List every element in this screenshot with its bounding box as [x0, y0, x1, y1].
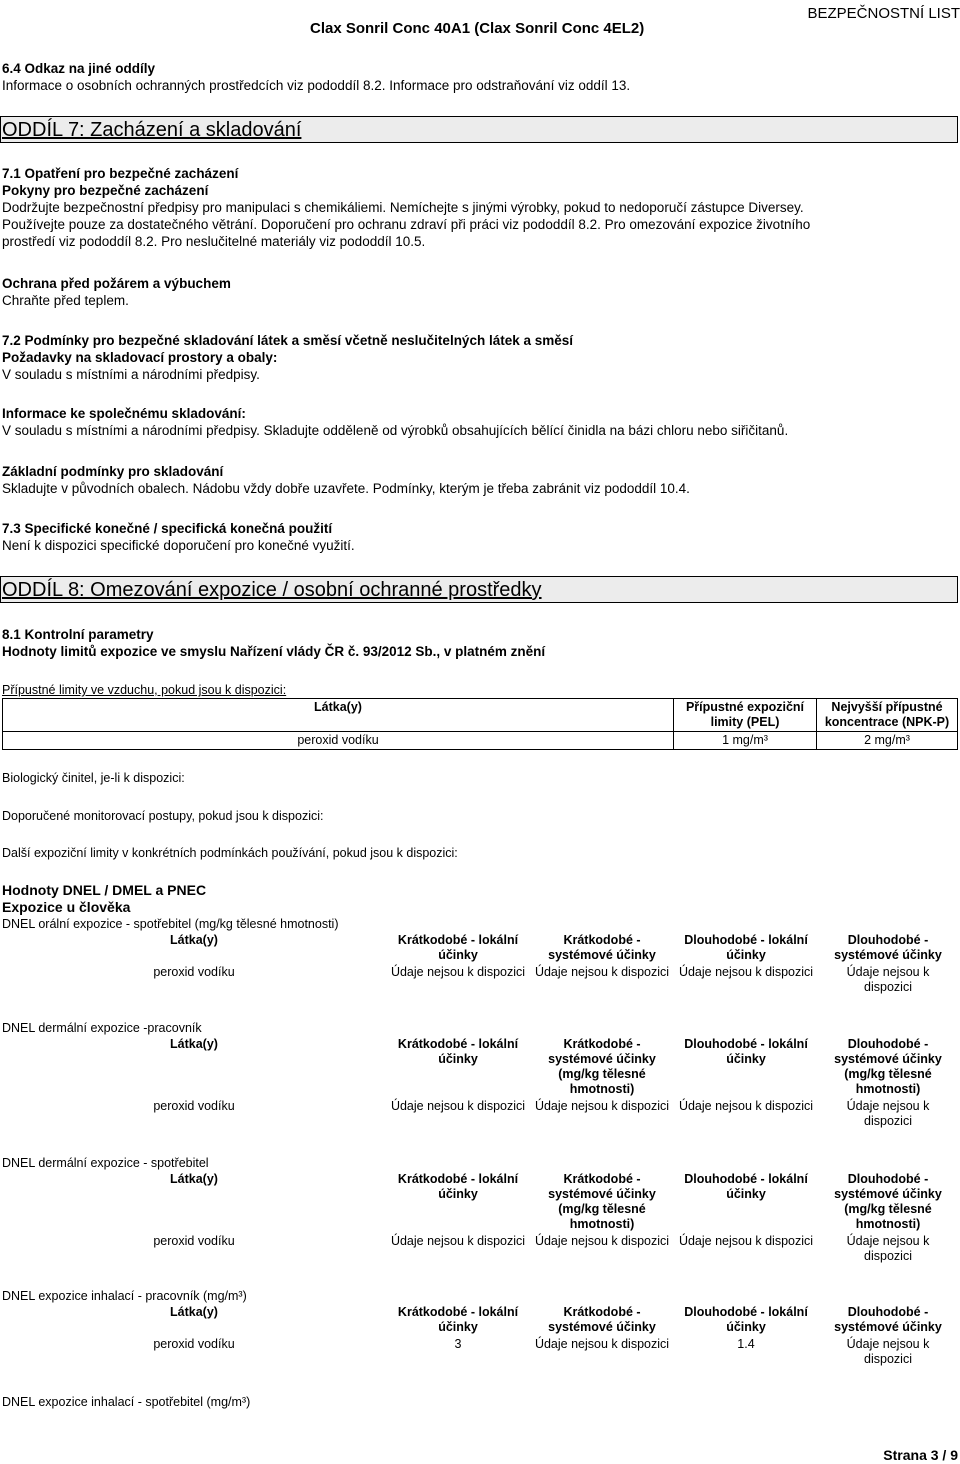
header-short-systemic: Krátkodobé - systémové účinky (mg/kg tělesné hmotnosti): [548, 1172, 656, 1231]
cell-short-systemic: Údaje nejsou k dispozici: [534, 1337, 670, 1351]
cell-short-local: Údaje nejsou k dispozici: [390, 965, 526, 979]
header-substance: Látka(y): [170, 1037, 218, 1051]
cell-long-local: Údaje nejsou k dispozici: [678, 1234, 814, 1248]
dnel-inhalation-worker-caption: DNEL expozice inhalací - pracovník (mg/m³): [2, 1289, 247, 1303]
cell-short-local: Údaje nejsou k dispozici: [390, 1234, 526, 1248]
section-7-3-text: Není k dispozici specifické doporučení pro konečné využití.: [2, 538, 355, 553]
pel-cell-npk: 2 mg/m³: [817, 732, 958, 750]
fire-text: Chraňte před teplem.: [2, 293, 129, 308]
section-6-4: [2, 60, 958, 94]
human-exposure-title: Expozice u člověka: [2, 899, 131, 915]
header-long-systemic: Dlouhodobé - systémové účinky (mg/kg tělesné hmotnosti): [834, 1037, 942, 1096]
handling-subtitle: Pokyny pro bezpečné zacházení: [2, 183, 209, 198]
header-short-systemic: Krátkodobé - systémové účinky (mg/kg tělesné hmotnosti): [548, 1037, 656, 1096]
section-7-2-title: 7.2 Podmínky pro bezpečné skladování látek a směsí včetně neslučitelných látek a směsí: [2, 333, 574, 348]
header-long-systemic: Dlouhodobé - systémové účinky: [834, 933, 942, 962]
pel-table: [2, 698, 958, 750]
cell-short-systemic: Údaje nejsou k dispozici: [534, 1234, 670, 1248]
pel-cell-substance: peroxid vodíku: [3, 732, 674, 750]
limits-legislation: [2, 643, 958, 660]
dnel-inhalation-worker-table: [2, 1304, 958, 1368]
dnel-dermal-worker-table: [2, 1036, 958, 1130]
dnel-inhalation-consumer-caption: DNEL expozice inhalací - spotřebitel (mg/m³): [2, 1395, 251, 1409]
pel-cell-pel: 1 mg/m³: [674, 732, 817, 750]
header-long-systemic: Dlouhodobé - systémové účinky (mg/kg tělesné hmotnosti): [834, 1172, 942, 1231]
section-6-4-text: Informace o osobních ochranných prostředcích viz pododdíl 8.2. Informace pro odstraňování viz oddíl 13.: [2, 78, 631, 93]
dnel-dermal-worker-caption: DNEL dermální expozice -pracovník: [2, 1021, 202, 1035]
table-header-row: [2, 1171, 958, 1233]
section-7-1: [2, 165, 958, 250]
dnel-oral-caption: DNEL orální expozice - spotřebitel (mg/kg tělesné hmotnosti): [2, 917, 339, 931]
cell-long-local: 1.4: [737, 1337, 755, 1351]
document-type: BEZPEČNOSTNÍ LIST: [807, 5, 960, 22]
cell-long-local: Údaje nejsou k dispozici: [678, 965, 814, 979]
monitoring-procedures: Doporučené monitorovací postupy, pokud jsou k dispozici:: [2, 809, 324, 823]
header-short-systemic: Krátkodobé - systémové účinky: [548, 1305, 656, 1334]
table-row: [2, 1233, 958, 1265]
cell-long-systemic: Údaje nejsou k dispozici: [846, 965, 930, 994]
pel-header-substance: Látka(y): [3, 699, 674, 732]
section-8-heading: [0, 576, 958, 603]
section-7-3-title: 7.3 Specifické konečné / specifická konečná použití: [2, 521, 333, 536]
section-7-1-title: 7.1 Opatření pro bezpečné zacházení: [2, 166, 239, 181]
section-7-2: [2, 332, 958, 383]
header-substance: Látka(y): [170, 1172, 218, 1186]
header-long-local: Dlouhodobé - lokální účinky: [684, 933, 808, 962]
other-limits: Další expoziční limity v konkrétních podmínkách používání, pokud jsou k dispozici:: [2, 846, 458, 860]
joint-storage-title: Informace ke společnému skladování:: [2, 406, 246, 421]
table-header-row: [2, 1036, 958, 1098]
cell-long-systemic: Údaje nejsou k dispozici: [846, 1234, 930, 1263]
cell-short-local: Údaje nejsou k dispozici: [390, 1099, 526, 1113]
header-short-local: Krátkodobé - lokální účinky: [397, 1172, 519, 1201]
cell-substance: peroxid vodíku: [153, 965, 235, 979]
dnel-heading-block: [2, 882, 958, 916]
header-substance: Látka(y): [170, 933, 218, 947]
handling-line-1: Dodržujte bezpečnostní předpisy pro manipulaci s chemikáliemi. Nemíchejte s jinými výrobky, pokud to nedoporučí zástupce Diversey.: [2, 200, 804, 215]
cell-long-systemic: Údaje nejsou k dispozici: [846, 1337, 930, 1366]
section-6-4-title: 6.4 Odkaz na jiné oddíly: [2, 61, 156, 76]
cell-short-systemic: Údaje nejsou k dispozici: [534, 965, 670, 979]
header-short-local: Krátkodobé - lokální účinky: [397, 1037, 519, 1066]
biological-agent: Biologický činitel, je-li k dispozici:: [2, 771, 185, 785]
header-long-local: Dlouhodobé - lokální účinky: [684, 1172, 808, 1201]
header-substance: Látka(y): [170, 1305, 218, 1319]
basic-storage-title: Základní podmínky pro skladování: [2, 464, 224, 479]
basic-storage-text: Skladujte v původních obalech. Nádobu vždy dobře uzavřete. Podmínky, kterým je třeba zabránit viz pododdíl 10.4.: [2, 481, 690, 496]
header-long-local: Dlouhodobé - lokální účinky: [684, 1305, 808, 1334]
cell-long-systemic: Údaje nejsou k dispozici: [846, 1099, 930, 1128]
header-short-systemic: Krátkodobé - systémové účinky: [548, 933, 656, 962]
table-row: [2, 1098, 958, 1130]
dnel-title: Hodnoty DNEL / DMEL a PNEC: [2, 882, 207, 898]
fire-protection: [2, 275, 958, 309]
header-short-local: Krátkodobé - lokální účinky: [397, 933, 519, 962]
header-long-local: Dlouhodobé - lokální účinky: [684, 1037, 808, 1066]
fire-title: Ochrana před požárem a výbuchem: [2, 276, 231, 291]
limits-legislation-bold: Hodnoty limitů expozice ve smyslu Nařízení vlády ČR č. 93/2012 Sb.: [2, 644, 437, 659]
cell-long-local: Údaje nejsou k dispozici: [678, 1099, 814, 1113]
section-7-heading: [0, 116, 958, 143]
storage-requirements-text: V souladu s místními a národními předpisy.: [2, 367, 260, 382]
cell-substance: peroxid vodíku: [153, 1234, 235, 1248]
dnel-dermal-consumer-table: [2, 1171, 958, 1265]
table-row: [2, 964, 958, 996]
section-8-1: [2, 626, 958, 660]
handling-line-2: Používejte pouze za dostatečného větrání. Doporučení pro ochranu zdraví při práci viz pododdíl 8.2. Pro omezování expozice životního: [2, 217, 811, 232]
pel-header-npk: Nejvyšší přípustné koncentrace (NPK-P): [817, 699, 958, 732]
pel-caption-text: Přípustné limity ve vzduchu, pokud jsou k dispozici:: [2, 683, 287, 697]
product-name: Clax Sonril Conc 40A1 (Clax Sonril Conc 4EL2): [310, 20, 645, 37]
storage-requirements-title: Požadavky na skladovací prostory a obaly:: [2, 350, 278, 365]
cell-short-systemic: Údaje nejsou k dispozici: [534, 1099, 670, 1113]
joint-storage: [2, 405, 958, 439]
cell-short-local: 3: [454, 1337, 462, 1351]
dnel-dermal-consumer-caption: DNEL dermální expozice - spotřebitel: [2, 1156, 209, 1170]
handling-line-3: prostředí viz pododdíl 8.2. Pro neslučitelné materiály viz pododdíl 10.5.: [2, 234, 426, 249]
table-row: [2, 1336, 958, 1368]
section-8-heading-text: ODDÍL 8: Omezování expozice / osobní ochranné prostředky: [2, 579, 542, 601]
table-header-row: [2, 1304, 958, 1336]
header-long-systemic: Dlouhodobé - systémové účinky: [834, 1305, 942, 1334]
limits-legislation-rest: , v platném znění: [436, 644, 546, 659]
table-header-row: [2, 932, 958, 964]
pel-header-pel: Přípustné expoziční limity (PEL): [674, 699, 817, 732]
header-short-local: Krátkodobé - lokální účinky: [397, 1305, 519, 1334]
table-row: [3, 732, 958, 750]
section-7-3: [2, 520, 958, 554]
dnel-oral-consumer-table: [2, 932, 958, 996]
joint-storage-text: V souladu s místními a národními předpisy. Skladujte odděleně od výrobků obsahujících bělící činidla na bázi chloru nebo siřičitanů.: [2, 423, 789, 438]
section-8-1-title: 8.1 Kontrolní parametry: [2, 627, 154, 642]
cell-substance: peroxid vodíku: [153, 1337, 235, 1351]
pel-caption: [2, 682, 958, 699]
basic-storage: [2, 463, 958, 497]
cell-substance: peroxid vodíku: [153, 1099, 235, 1113]
page-number: Strana 3 / 9: [883, 1447, 958, 1463]
pel-header-row: [3, 699, 958, 732]
section-7-heading-text: ODDÍL 7: Zacházení a skladování: [2, 119, 302, 141]
